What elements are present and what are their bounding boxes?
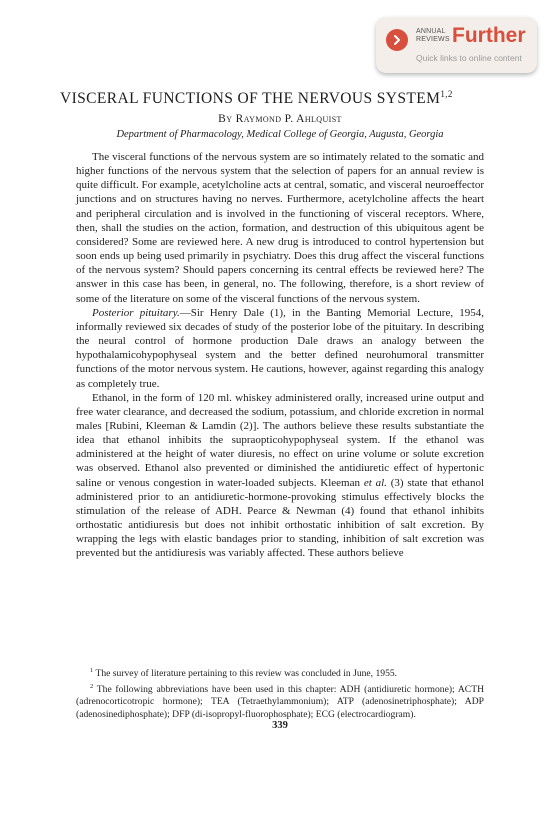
paragraph-ethanol-text-a: Ethanol, in the form of 120 ml. whiskey administered orally, increased urine output and free water clearance, and decreased the sodium, potassium, and chloride excretion in normal males [Rubini, Kleeman & Lamdin (2)]. The authors believe these results substantiate the idea that ethanol inhibits the supraopticohypophyseal system. If the ethanol was administered at the height of water diuresis, no effect on urine volume or solute excretion was observed. Ethanol also prevented or diminished the antidiuretic effect of hypertonic saline or venous congestion in water-loaded subjects. Kleeman (76, 391, 484, 489)
footnote-2-mark: 2 (90, 682, 94, 690)
paragraph-ethanol (76, 391, 484, 561)
article-author: By Raymond P. Ahlquist (218, 113, 342, 125)
footnote-2-text: The following abbreviations have been used in this chapter: ADH (antidiuretic hormone); ACTH (adrenocorticotropic hormone); TEA (Tetraethylammonium); ATP (adenosinetriphosphate); ADP (adenosinediphosphate); DFP (di-isopropyl-fluorophosphate); ECG (electrocardiogram). (76, 683, 484, 720)
article-title-text: VISCERAL FUNCTIONS OF THE NERVOUS SYSTEM (60, 90, 441, 108)
page-number: 339 (272, 720, 288, 731)
badge-subtitle: Quick links to online content (416, 53, 522, 63)
article-body (76, 150, 484, 561)
footnote-1-mark: 1 (90, 667, 94, 674)
badge-annual-reviews-label: ANNUAL REVIEWS (416, 28, 450, 43)
title-footnote-marks: 1,2 (440, 89, 453, 99)
chevron-right-icon (391, 34, 403, 46)
article-affiliation: Department of Pharmacology, Medical College of Georgia, Augusta, Georgia (116, 129, 444, 140)
paragraph-intro: The visceral functions of the nervous system are so intimately related to the somatic and higher functions of the nervous system that the selection of papers for an annual review is quite difficult. For example, acetylcholine acts at central, somatic, and visceral neuroeffector junctions and on structures having no nerves. Furthermore, acetylcholine affects the heart and peripheral circulation and is involved in the functioning of visceral receptors. Where, then, shall the studies on the action, formation, and destruction of this ubiquitous agent be considered? Some are reviewed here. A new drug is introduced to control hypertension but soon ends up being used primarily in psychiatry. Does this drug affect the visceral functions of the nervous system? Should papers concerning its central effects be reviewed here? The answer in this case has been, in general, no. The following, therefore, is a short review of some of the literature on some of the visceral functions of the nervous system. (76, 151, 484, 305)
et-al-italic: et al. (363, 476, 387, 489)
article-title (60, 89, 500, 108)
footnote-1-text: The survey of literature pertaining to this review was concluded in June, 1955. (93, 668, 398, 680)
badge-further-label: Further (452, 24, 526, 47)
paragraph-ethanol-text-b: (3) state that ethanol administered prior to an antidiuretic-hormone-provoking stimulus effectively blocks the stimulation of the release of ADH. Pearce & Newman (4) found that ethanol inhibits orthostatic antidiuresis but does not inhibit orthostatic inhibition of salt excretion. By wrapping the legs with elastic bandages prior to standing, inhibition of salt excretion was prevented but the antidiuresis was variably affected. These authors believe (76, 476, 484, 560)
footnote-2 (76, 681, 484, 722)
footnote-1 (76, 665, 484, 681)
badge-circle (386, 29, 408, 51)
paragraph-posterior-pituitary-text: —Sir Henry Dale (1), in the Banting Memorial Lecture, 1954, informally reviewed six decades of study of the posterior lobe of the pituitary. In describing the neural control of hormone production Dale draws an analogy between the hypothalamicohypophyseal system and the better defined neurohumoral transmitter functions of the motor nervous system. He cautions, however, against regarding this analogy as completely true. (76, 306, 484, 390)
footnotes (76, 665, 484, 721)
further-annual-reviews-badge[interactable] (376, 17, 537, 73)
paragraph-posterior-pituitary (76, 306, 484, 391)
section-heading-posterior-pituitary: Posterior pituitary. (92, 306, 180, 319)
